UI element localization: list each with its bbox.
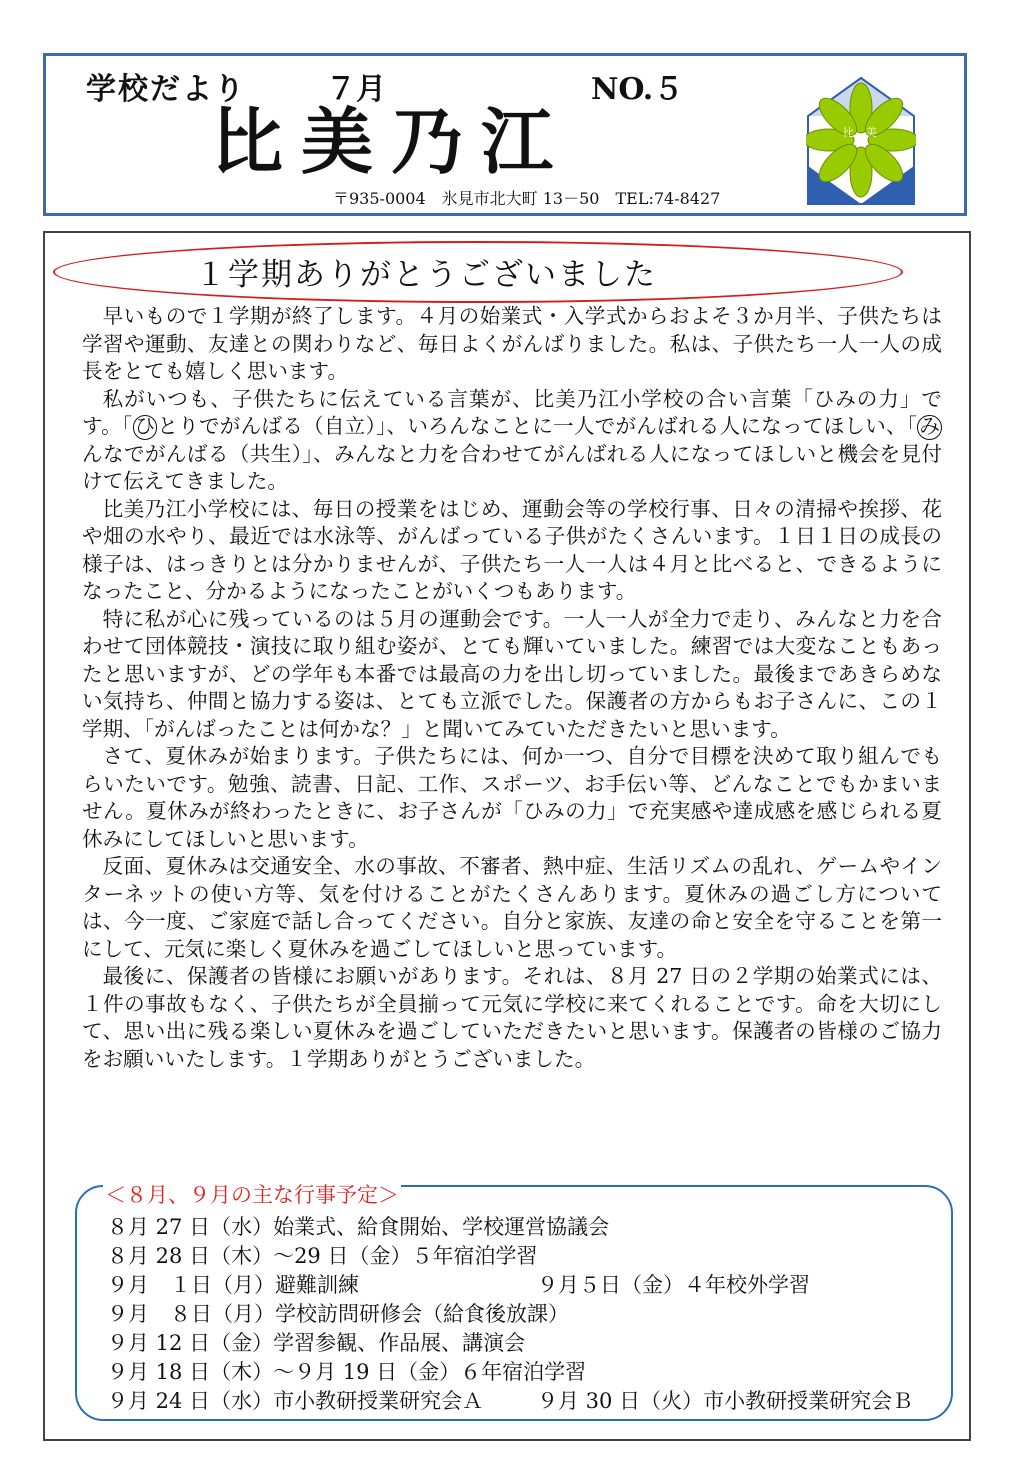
- school-address: 〒935-0004 氷見市北大町 13－50 TEL:74-8427: [333, 189, 721, 208]
- emblem-text-right: 美: [866, 126, 877, 139]
- paragraph: 比美乃江小学校には、毎日の授業をはじめ、運動会等の学校行事、日々の清掃や挨拶、花や畑の水やり、最近では水泳等、がんばっている子供がたくさんいます。１日１日の成長の様子は、はっきりとは分かりませんが、子供たち一人一人は４月と比べると、できるようになったこと、分かるようになったことがいくつもあります。: [82, 496, 942, 603]
- event-row: ９月 18 日（木）～９月 19 日（金）６年宿泊学習: [107, 1360, 587, 1384]
- article-title: １学期ありがとうございました: [195, 257, 657, 293]
- events-heading: ＜８月、９月の主な行事予定＞: [103, 1179, 401, 1209]
- circled-hi: ひ: [133, 415, 158, 440]
- event-row: ８月 28 日（木）～29 日（金）５年宿泊学習: [107, 1244, 538, 1268]
- article-body: [82, 303, 942, 1073]
- event-row: ９月 24 日（水）市小教研授業研究会Ａ: [107, 1389, 484, 1413]
- emblem-text-left: 比: [843, 126, 854, 139]
- newsletter-month: ７月: [326, 72, 386, 107]
- event-row-right: ９月５日（金）４年校外学習: [537, 1273, 810, 1297]
- newsletter-label: 学校だより: [86, 72, 246, 107]
- event-row: ８月 27 日（水）始業式、給食開始、学校運営協議会: [107, 1215, 610, 1239]
- paragraph: さて、夏休みが始まります。子供たちには、何か一つ、自分で目標を決めて取り組んでもらいたいです。勉強、読書、日記、工作、スポーツ、お手伝い等、どんなことでもかまいません。夏休みが終わったときに、お子さんが「ひみの力」で充実感や達成感を感じられる夏休みにしてほしいと思います。: [82, 744, 942, 851]
- paragraph: 最後に、保護者の皆様にお願いがあります。それは、８月 27 日の２学期の始業式には、１件の事故もなく、子供たちが全員揃って元気に学校に来てくれることです。命を大切にして、思い出に残る楽しい夏休みを過ごしていただきたいと思います。保護者の皆様のご協力をお願いいたします。１学期ありがとうございました。: [82, 964, 942, 1071]
- paragraph-himi-no-chikara: 私がいつも、子供たちに伝えている言葉が、比美乃江小学校の合い言葉「ひみの力」です。「ひとりでがんばる（自立）」、いろんなことに一人でがんばれる人になってほしい、「みんなでがんばる（共生）」、みんなと力を合わせてがんばれる人になってほしいと機会を見付けて伝えてきました。: [82, 386, 942, 493]
- event-row: ９月 １日（月）避難訓練: [107, 1273, 359, 1297]
- circled-mi: み: [917, 415, 942, 440]
- event-row: ９月 ８日（月）学校訪問研修会（給食後放課）: [107, 1302, 569, 1326]
- event-row: ９月 12 日（金）学習参観、作品展、講演会: [107, 1331, 526, 1355]
- newsletter-title: 比美乃江: [211, 99, 572, 184]
- paragraph: 特に私が心に残っているのは５月の運動会です。一人一人が全力で走り、みんなと力を合わせて団体競技・演技に取り組む姿が、とても輝いていました。練習では大変なこともあったと思いますが、どの学年も本番では最高の力を出し切っていました。最後まであきらめない気持ち、仲間と協力する姿は、とても立派でした。保護者の方からもお子さんに、この１学期、「がんばったことは何かな？」と聞いてみていただきたいと思います。: [82, 606, 942, 741]
- newsletter-header: [43, 53, 967, 216]
- paragraph: 早いもので１学期が終了します。４月の始業式・入学式からおよそ３か月半、子供たちは学習や運動、友達との関わりなど、毎日よくがんばりました。私は、子供たち一人一人の成長をとても嬉しく思います。: [82, 304, 942, 383]
- school-emblem-icon: [806, 76, 916, 206]
- event-row-right: ９月 30 日（火）市小教研授業研究会Ｂ: [537, 1389, 914, 1413]
- events-schedule-box: [75, 1185, 953, 1421]
- issue-number: NO.５: [591, 72, 684, 107]
- paragraph: 反面、夏休みは交通安全、水の事故、不審者、熱中症、生活リズムの乱れ、ゲームやインターネットの使い方等、気を付けることがたくさんあります。夏休みの過ごし方については、今一度、ご家庭で話し合ってください。自分と家族、友達の命と安全を守ることを第一にして、元気に楽しく夏休みを過ごしてほしいと思っています。: [82, 854, 942, 961]
